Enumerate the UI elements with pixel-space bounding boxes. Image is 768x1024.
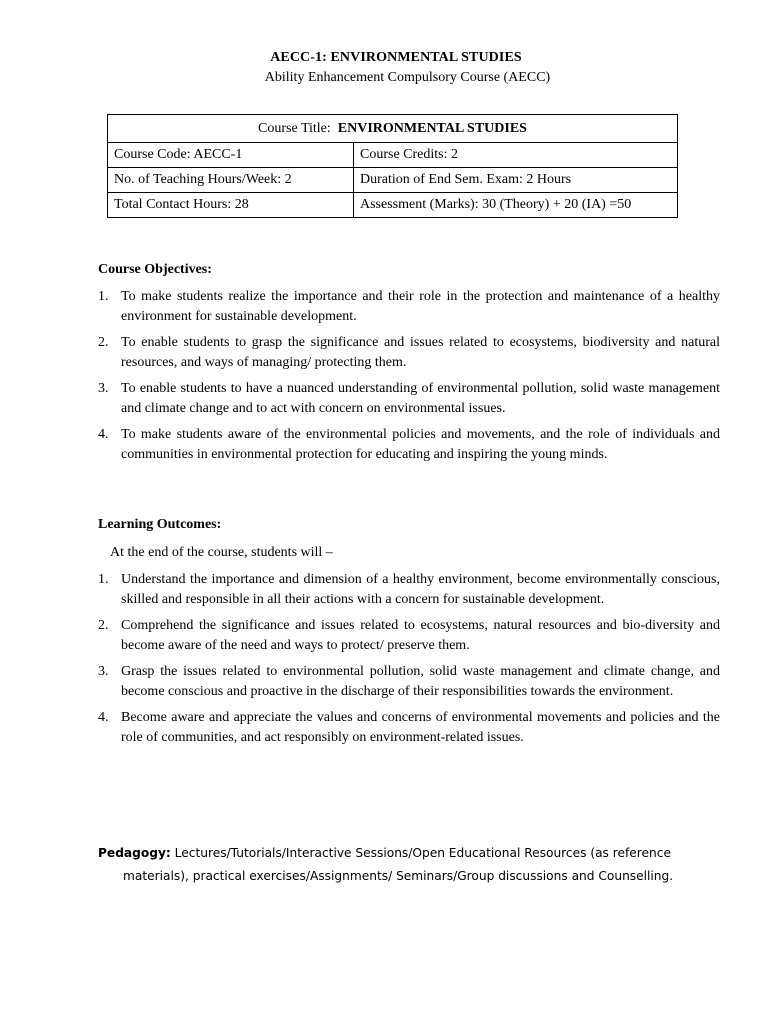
list-number: 1. bbox=[98, 289, 109, 304]
outcomes-list bbox=[98, 570, 720, 754]
table-row bbox=[108, 168, 678, 193]
course-title-value: ENVIRONMENTAL STUDIES bbox=[337, 120, 527, 136]
table-cell: Duration of End Sem. Exam: 2 Hours bbox=[354, 168, 678, 193]
document-title: AECC-1: ENVIRONMENTAL STUDIES bbox=[270, 50, 522, 65]
document-subtitle: Ability Enhancement Compulsory Course (AECC) bbox=[264, 70, 551, 85]
pedagogy-text-line1: Lectures/Tutorials/Interactive Sessions/Open Educational Resources (as reference bbox=[174, 846, 671, 860]
objectives-list bbox=[98, 287, 720, 471]
table-cell: No. of Teaching Hours/Week: 2 bbox=[108, 168, 354, 193]
table-row bbox=[108, 143, 678, 168]
table-cell: Assessment (Marks): 30 (Theory) + 20 (IA) =50 bbox=[354, 193, 678, 218]
list-number: 3. bbox=[98, 664, 109, 679]
list-text: Grasp the issues related to environmental pollution, solid waste management and climate change, and become conscious and proactive in the discharge of their responsibilities towards the environment. bbox=[121, 664, 720, 699]
table-cell: Total Contact Hours: 28 bbox=[108, 193, 354, 218]
list-text: Understand the importance and dimension of a healthy environment, become environmentally conscious, skilled and responsible in all their actions with a concern for sustainable development. bbox=[121, 572, 720, 607]
list-item bbox=[98, 708, 720, 747]
list-text: Comprehend the significance and issues related to ecosystems, natural resources and bio-diversity and become aware of the need and ways to protect/ preserve them. bbox=[121, 618, 720, 653]
course-title-cell bbox=[108, 115, 678, 143]
list-item bbox=[98, 616, 720, 655]
list-text: To make students aware of the environmental policies and movements, and the role of individuals and communities in environmental protection for educating and inspiring the young minds. bbox=[121, 427, 720, 462]
list-item bbox=[98, 570, 720, 609]
pedagogy-section bbox=[98, 842, 698, 888]
outcomes-intro: At the end of the course, students will – bbox=[110, 545, 333, 560]
list-number: 2. bbox=[98, 335, 109, 350]
list-number: 4. bbox=[98, 427, 109, 442]
table-row bbox=[108, 193, 678, 218]
course-title-label: Course Title: bbox=[258, 120, 331, 136]
list-text: To enable students to grasp the significance and issues related to ecosystems, biodiversity and natural resources, and ways of managing/ protecting them. bbox=[121, 335, 720, 370]
pedagogy-text-line2: materials), practical exercises/Assignments/ Seminars/Group discussions and Counselling. bbox=[123, 869, 674, 883]
list-number: 4. bbox=[98, 710, 109, 725]
list-item bbox=[98, 379, 720, 418]
list-text: Become aware and appreciate the values and concerns of environmental movements and policies and the role of communities, and act responsibly on environment-related issues. bbox=[121, 710, 720, 745]
table-cell: Course Credits: 2 bbox=[354, 143, 678, 168]
table-header-row bbox=[108, 115, 678, 143]
list-text: To make students realize the importance and their role in the protection and maintenance of a healthy environment for sustainable development. bbox=[121, 289, 720, 324]
list-text: To enable students to have a nuanced understanding of environmental pollution, solid waste management and climate change and to act with concern on environmental issues. bbox=[121, 381, 720, 416]
outcomes-heading: Learning Outcomes: bbox=[98, 517, 222, 532]
list-number: 2. bbox=[98, 618, 109, 633]
list-number: 1. bbox=[98, 572, 109, 587]
list-item bbox=[98, 333, 720, 372]
list-item bbox=[98, 662, 720, 701]
pedagogy-label: Pedagogy: bbox=[98, 846, 171, 860]
list-number: 3. bbox=[98, 381, 109, 396]
objectives-heading: Course Objectives: bbox=[98, 262, 212, 277]
list-item bbox=[98, 287, 720, 326]
course-info-table bbox=[107, 114, 678, 218]
list-item bbox=[98, 425, 720, 464]
table-cell: Course Code: AECC-1 bbox=[108, 143, 354, 168]
